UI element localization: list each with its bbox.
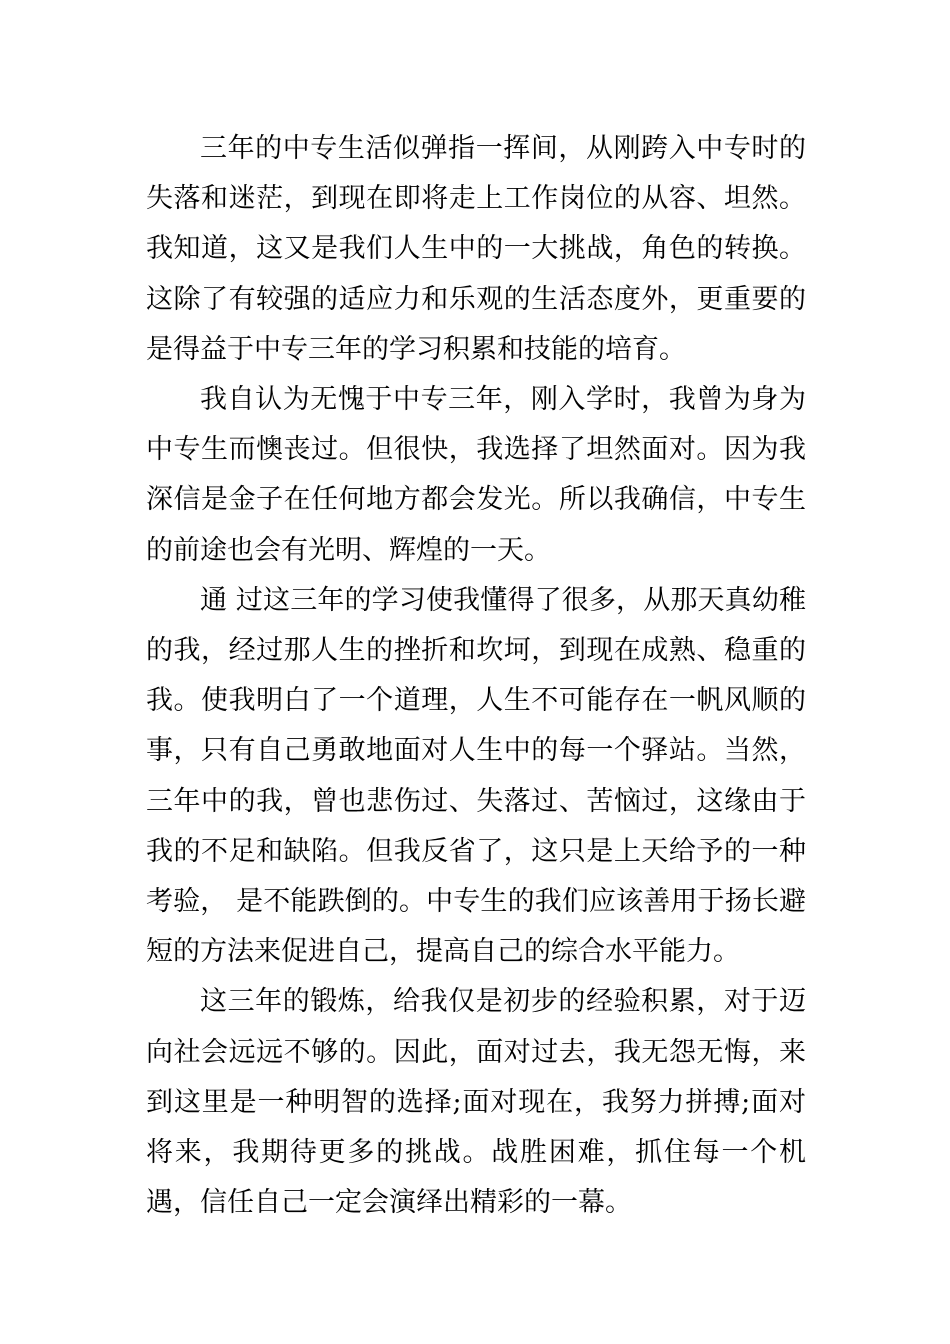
document-page xyxy=(146,124,806,1228)
paragraph-3: 通 过这三年的学习使我懂得了很多，从那天真幼稚的我，经过那人生的挫折和坎坷，到现在成熟、稳重的我。使我明白了一个道理，人生不可能存在一帆风顺的事，只有自己勇敢地面对人生中的每一个驿站。当然，三年中的我，曾也悲伤过、失落过、苦恼过，这缘由于我的不足和缺陷。但我反省了，这只是上天给予的一种考验， 是不能跌倒的。中专生的我们应该善用于扬长避短的方法来促进自己，提高自己的综合水平能力。 xyxy=(146,584,806,968)
paragraph-1: 三年的中专生活似弹指一挥间，从刚跨入中专时的失落和迷茫，到现在即将走上工作岗位的从容、坦然。我知道，这又是我们人生中的一大挑战，角色的转换。这除了有较强的适应力和乐观的生活态度外，更重要的是得益于中专三年的学习积累和技能的培育。 xyxy=(146,133,806,365)
paragraph-2: 我自认为无愧于中专三年，刚入学时，我曾为身为中专生而懊丧过。但很快，我选择了坦然面对。因为我深信是金子在任何地方都会发光。所以我确信，中专生的前途也会有光明、辉煌的一天。 xyxy=(146,384,806,566)
paragraph-4: 这三年的锻炼，给我仅是初步的经验积累，对于迈向社会远远不够的。因此，面对过去，我无怨无悔，来到这里是一种明智的选择;面对现在，我努力拼搏;面对将来，我期待更多的挑战。战胜困难，抓住每一个机遇，信任自己一定会演绎出精彩的一幕。 xyxy=(146,986,806,1219)
